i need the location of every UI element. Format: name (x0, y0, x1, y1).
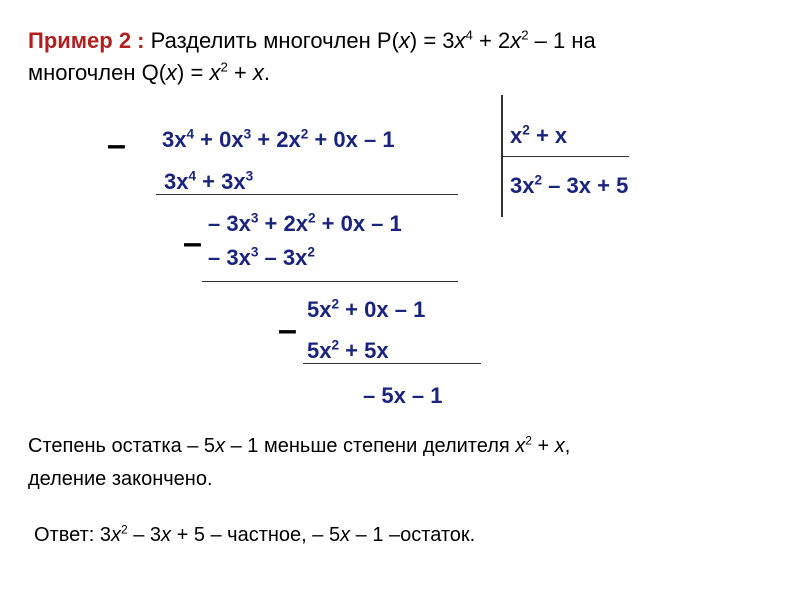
problem-statement-line1: Пример 2 : Разделить многочлен $P(x) = 3x^4 + 2x^2 - 1$ на (28, 27, 596, 53)
conclusion-line-2: деление закончено. (28, 468, 213, 490)
remainder-row-2: $5x^2 + 0x - 1$ (307, 296, 426, 322)
subtrahend-row-3: $5x^2 + 5x$ (307, 337, 389, 363)
remainder-row-1: – $3x^3 + 2x^2 + 0x - 1$ (208, 210, 402, 236)
divisor-underline (501, 156, 629, 157)
minus-sign-3: – (278, 311, 297, 349)
divisor: $x^2 + x$ (510, 122, 568, 148)
subtraction-line-3 (303, 363, 481, 364)
minus-sign-1: – (107, 126, 126, 164)
subtraction-line-2 (202, 281, 458, 282)
minus-sign-2: – (183, 224, 202, 262)
dividend-row: $3x^4 + 0x^3 + 2x^2 + 0x - 1$ (162, 126, 395, 152)
subtrahend-row-1: $3x^4 + 3x^3$ (164, 168, 254, 194)
problem-statement-line2: многочлен $Q(x) = x^2 + x$. (28, 59, 270, 85)
subtrahend-row-2: – $3x^3 - 3x^2$ (208, 244, 315, 270)
final-remainder: – 5x – 1 (363, 383, 443, 408)
example-label: Пример 2 : (28, 28, 145, 53)
answer-line: Ответ: $3x^2 - 3x + 5$ – частное, – 5x – 1 –остаток. (34, 522, 476, 546)
conclusion-line-1: Степень остатка – 5x – 1 меньше степени делителя $x^2 + x$, (28, 433, 571, 457)
quotient: $3x^2 - 3x + 5$ (510, 172, 629, 198)
subtraction-line-1 (156, 194, 458, 195)
